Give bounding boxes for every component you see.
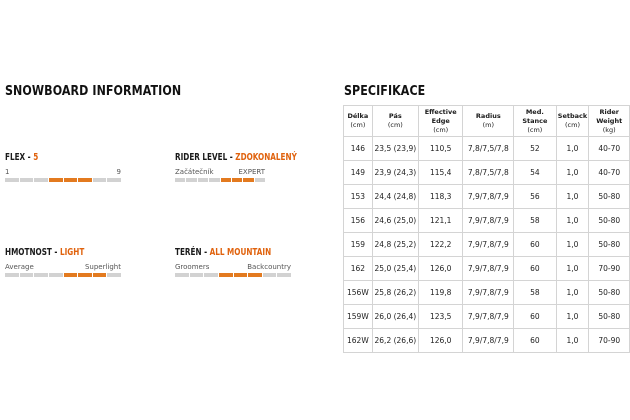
table-cell: 58: [514, 209, 556, 233]
table-cell: 126,0: [418, 257, 463, 281]
table-cell: 7,9/7,8/7,9: [463, 185, 514, 209]
bar-segment: [49, 178, 63, 182]
bar-segment: [204, 273, 218, 277]
table-cell: 54: [514, 161, 556, 185]
table-cell: 159W: [344, 305, 373, 329]
table-cell: 123,5: [418, 305, 463, 329]
flex-title: [5, 152, 104, 164]
table-cell: 23,9 (24,3): [372, 161, 418, 185]
bar-segment: [221, 178, 231, 182]
table-cell: 7,9/7,8/7,9: [463, 305, 514, 329]
bar-segment: [219, 273, 233, 277]
terrain-rating: [175, 247, 291, 277]
table-cell: 149: [344, 161, 373, 185]
table-cell: 24,4 (24,8): [372, 185, 418, 209]
rider-level-value: ZDOKONALENÝ: [235, 152, 297, 163]
table-row: [344, 305, 630, 329]
weight-scale: [5, 263, 121, 272]
table-cell: 162W: [344, 329, 373, 353]
table-cell: 26,2 (26,6): [372, 329, 418, 353]
table-cell: 7,9/7,8/7,9: [463, 257, 514, 281]
header-waist: Pás (cm): [372, 106, 418, 137]
table-cell: 50-80: [589, 305, 630, 329]
weight-value: LIGHT: [59, 247, 85, 258]
bar-segment: [93, 273, 107, 277]
table-cell: 25,0 (25,4): [372, 257, 418, 281]
weight-scale-min: Average: [5, 263, 34, 271]
table-cell: 50-80: [589, 233, 630, 257]
table-cell: 25,8 (26,2): [372, 281, 418, 305]
rider-level-label: RIDER LEVEL -: [175, 152, 236, 163]
weight-rating: [5, 247, 121, 277]
bar-segment: [78, 178, 92, 182]
header-setback: Setback (cm): [556, 106, 589, 137]
flex-value: 5: [33, 152, 39, 163]
table-cell: 153: [344, 185, 373, 209]
table-cell: 7,9/7,8/7,9: [463, 209, 514, 233]
table-row: [344, 161, 630, 185]
terrain-scale: [175, 263, 291, 272]
bar-segment: [78, 273, 92, 277]
table-cell: 24,8 (25,2): [372, 233, 418, 257]
table-cell: 58: [514, 281, 556, 305]
spec-header-row: [344, 106, 630, 137]
bar-segment: [232, 178, 242, 182]
bar-segment: [248, 273, 262, 277]
table-cell: 162: [344, 257, 373, 281]
table-cell: 60: [514, 305, 556, 329]
bar-segment: [198, 178, 208, 182]
bar-segment: [175, 178, 185, 182]
table-cell: 26,0 (26,4): [372, 305, 418, 329]
table-cell: 1,0: [556, 305, 589, 329]
table-row: [344, 137, 630, 161]
table-cell: 156W: [344, 281, 373, 305]
bar-segment: [34, 178, 48, 182]
rider-level-scale-max: EXPERT: [238, 168, 265, 176]
flex-bar: [5, 178, 121, 182]
flex-scale-min: 1: [5, 168, 10, 176]
spec-table: [343, 105, 630, 353]
rider-level-scale: [175, 168, 265, 177]
table-cell: 56: [514, 185, 556, 209]
flex-label: FLEX -: [5, 152, 34, 163]
table-cell: 24,6 (25,0): [372, 209, 418, 233]
bar-segment: [186, 178, 196, 182]
table-cell: 7,9/7,8/7,9: [463, 233, 514, 257]
table-cell: 40-70: [589, 137, 630, 161]
flex-rating: [5, 152, 121, 182]
table-cell: 50-80: [589, 209, 630, 233]
table-cell: 1,0: [556, 185, 589, 209]
table-cell: 7,8/7,5/7,8: [463, 137, 514, 161]
bar-segment: [5, 178, 19, 182]
table-cell: 1,0: [556, 329, 589, 353]
terrain-title: [175, 247, 274, 259]
table-row: [344, 281, 630, 305]
bar-segment: [93, 178, 107, 182]
table-cell: 70-90: [589, 329, 630, 353]
flex-scale: [5, 168, 121, 177]
rider-level-rating: [175, 152, 297, 182]
table-cell: 126,0: [418, 329, 463, 353]
bar-segment: [107, 273, 121, 277]
snowboard-information-title: SNOWBOARD INFORMATION: [5, 83, 182, 99]
table-cell: 146: [344, 137, 373, 161]
bar-segment: [64, 178, 78, 182]
rider-level-scale-min: Začátečník: [175, 168, 214, 176]
table-row: [344, 329, 630, 353]
bar-segment: [263, 273, 277, 277]
weight-title: [5, 247, 104, 259]
header-rider-weight: Rider Weight (kg): [589, 106, 630, 137]
table-cell: 1,0: [556, 137, 589, 161]
table-cell: 40-70: [589, 161, 630, 185]
table-cell: 52: [514, 137, 556, 161]
header-length: Délka (cm): [344, 106, 373, 137]
table-row: [344, 257, 630, 281]
weight-scale-max: Superlight: [84, 263, 121, 271]
bar-segment: [209, 178, 219, 182]
table-cell: 60: [514, 329, 556, 353]
terrain-scale-min: Groomers: [175, 263, 210, 271]
table-cell: 110,5: [418, 137, 463, 161]
flex-scale-max: 9: [116, 168, 121, 176]
bar-segment: [175, 273, 189, 277]
table-cell: 1,0: [556, 257, 589, 281]
bar-segment: [64, 273, 78, 277]
bar-segment: [234, 273, 248, 277]
table-row: [344, 209, 630, 233]
table-cell: 1,0: [556, 209, 589, 233]
table-cell: 118,3: [418, 185, 463, 209]
bar-segment: [34, 273, 48, 277]
header-med-stance: Med. Stance (cm): [514, 106, 556, 137]
spec-table-body: [344, 137, 630, 353]
bar-segment: [190, 273, 204, 277]
table-cell: 159: [344, 233, 373, 257]
weight-label: HMOTNOST -: [5, 247, 60, 258]
table-cell: 60: [514, 257, 556, 281]
bar-segment: [255, 178, 265, 182]
rider-level-title: [175, 152, 297, 164]
terrain-scale-max: Backcountry: [247, 263, 291, 271]
bar-segment: [243, 178, 253, 182]
table-cell: 119,8: [418, 281, 463, 305]
table-cell: 70-90: [589, 257, 630, 281]
table-cell: 50-80: [589, 281, 630, 305]
bar-segment: [49, 273, 63, 277]
table-cell: 1,0: [556, 233, 589, 257]
terrain-bar: [175, 273, 291, 277]
table-row: [344, 185, 630, 209]
table-cell: 156: [344, 209, 373, 233]
table-cell: 1,0: [556, 161, 589, 185]
table-cell: 7,8/7,5/7,8: [463, 161, 514, 185]
table-cell: 50-80: [589, 185, 630, 209]
bar-segment: [277, 273, 291, 277]
bar-segment: [20, 273, 34, 277]
table-cell: 115,4: [418, 161, 463, 185]
header-effective-edge: Effective Edge (cm): [418, 106, 463, 137]
table-cell: 23,5 (23,9): [372, 137, 418, 161]
weight-bar: [5, 273, 121, 277]
table-cell: 7,9/7,8/7,9: [463, 281, 514, 305]
table-cell: 60: [514, 233, 556, 257]
bar-segment: [20, 178, 34, 182]
table-cell: 7,9/7,8/7,9: [463, 329, 514, 353]
terrain-label: TERÉN -: [175, 247, 210, 258]
bar-segment: [107, 178, 121, 182]
table-row: [344, 233, 630, 257]
header-radius: Radius (m): [463, 106, 514, 137]
bar-segment: [5, 273, 19, 277]
table-cell: 1,0: [556, 281, 589, 305]
table-cell: 121,1: [418, 209, 463, 233]
specifikace-title: SPECIFIKACE: [344, 83, 426, 99]
table-cell: 122,2: [418, 233, 463, 257]
terrain-value: ALL MOUNTAIN: [209, 247, 272, 258]
rider-level-bar: [175, 178, 265, 182]
